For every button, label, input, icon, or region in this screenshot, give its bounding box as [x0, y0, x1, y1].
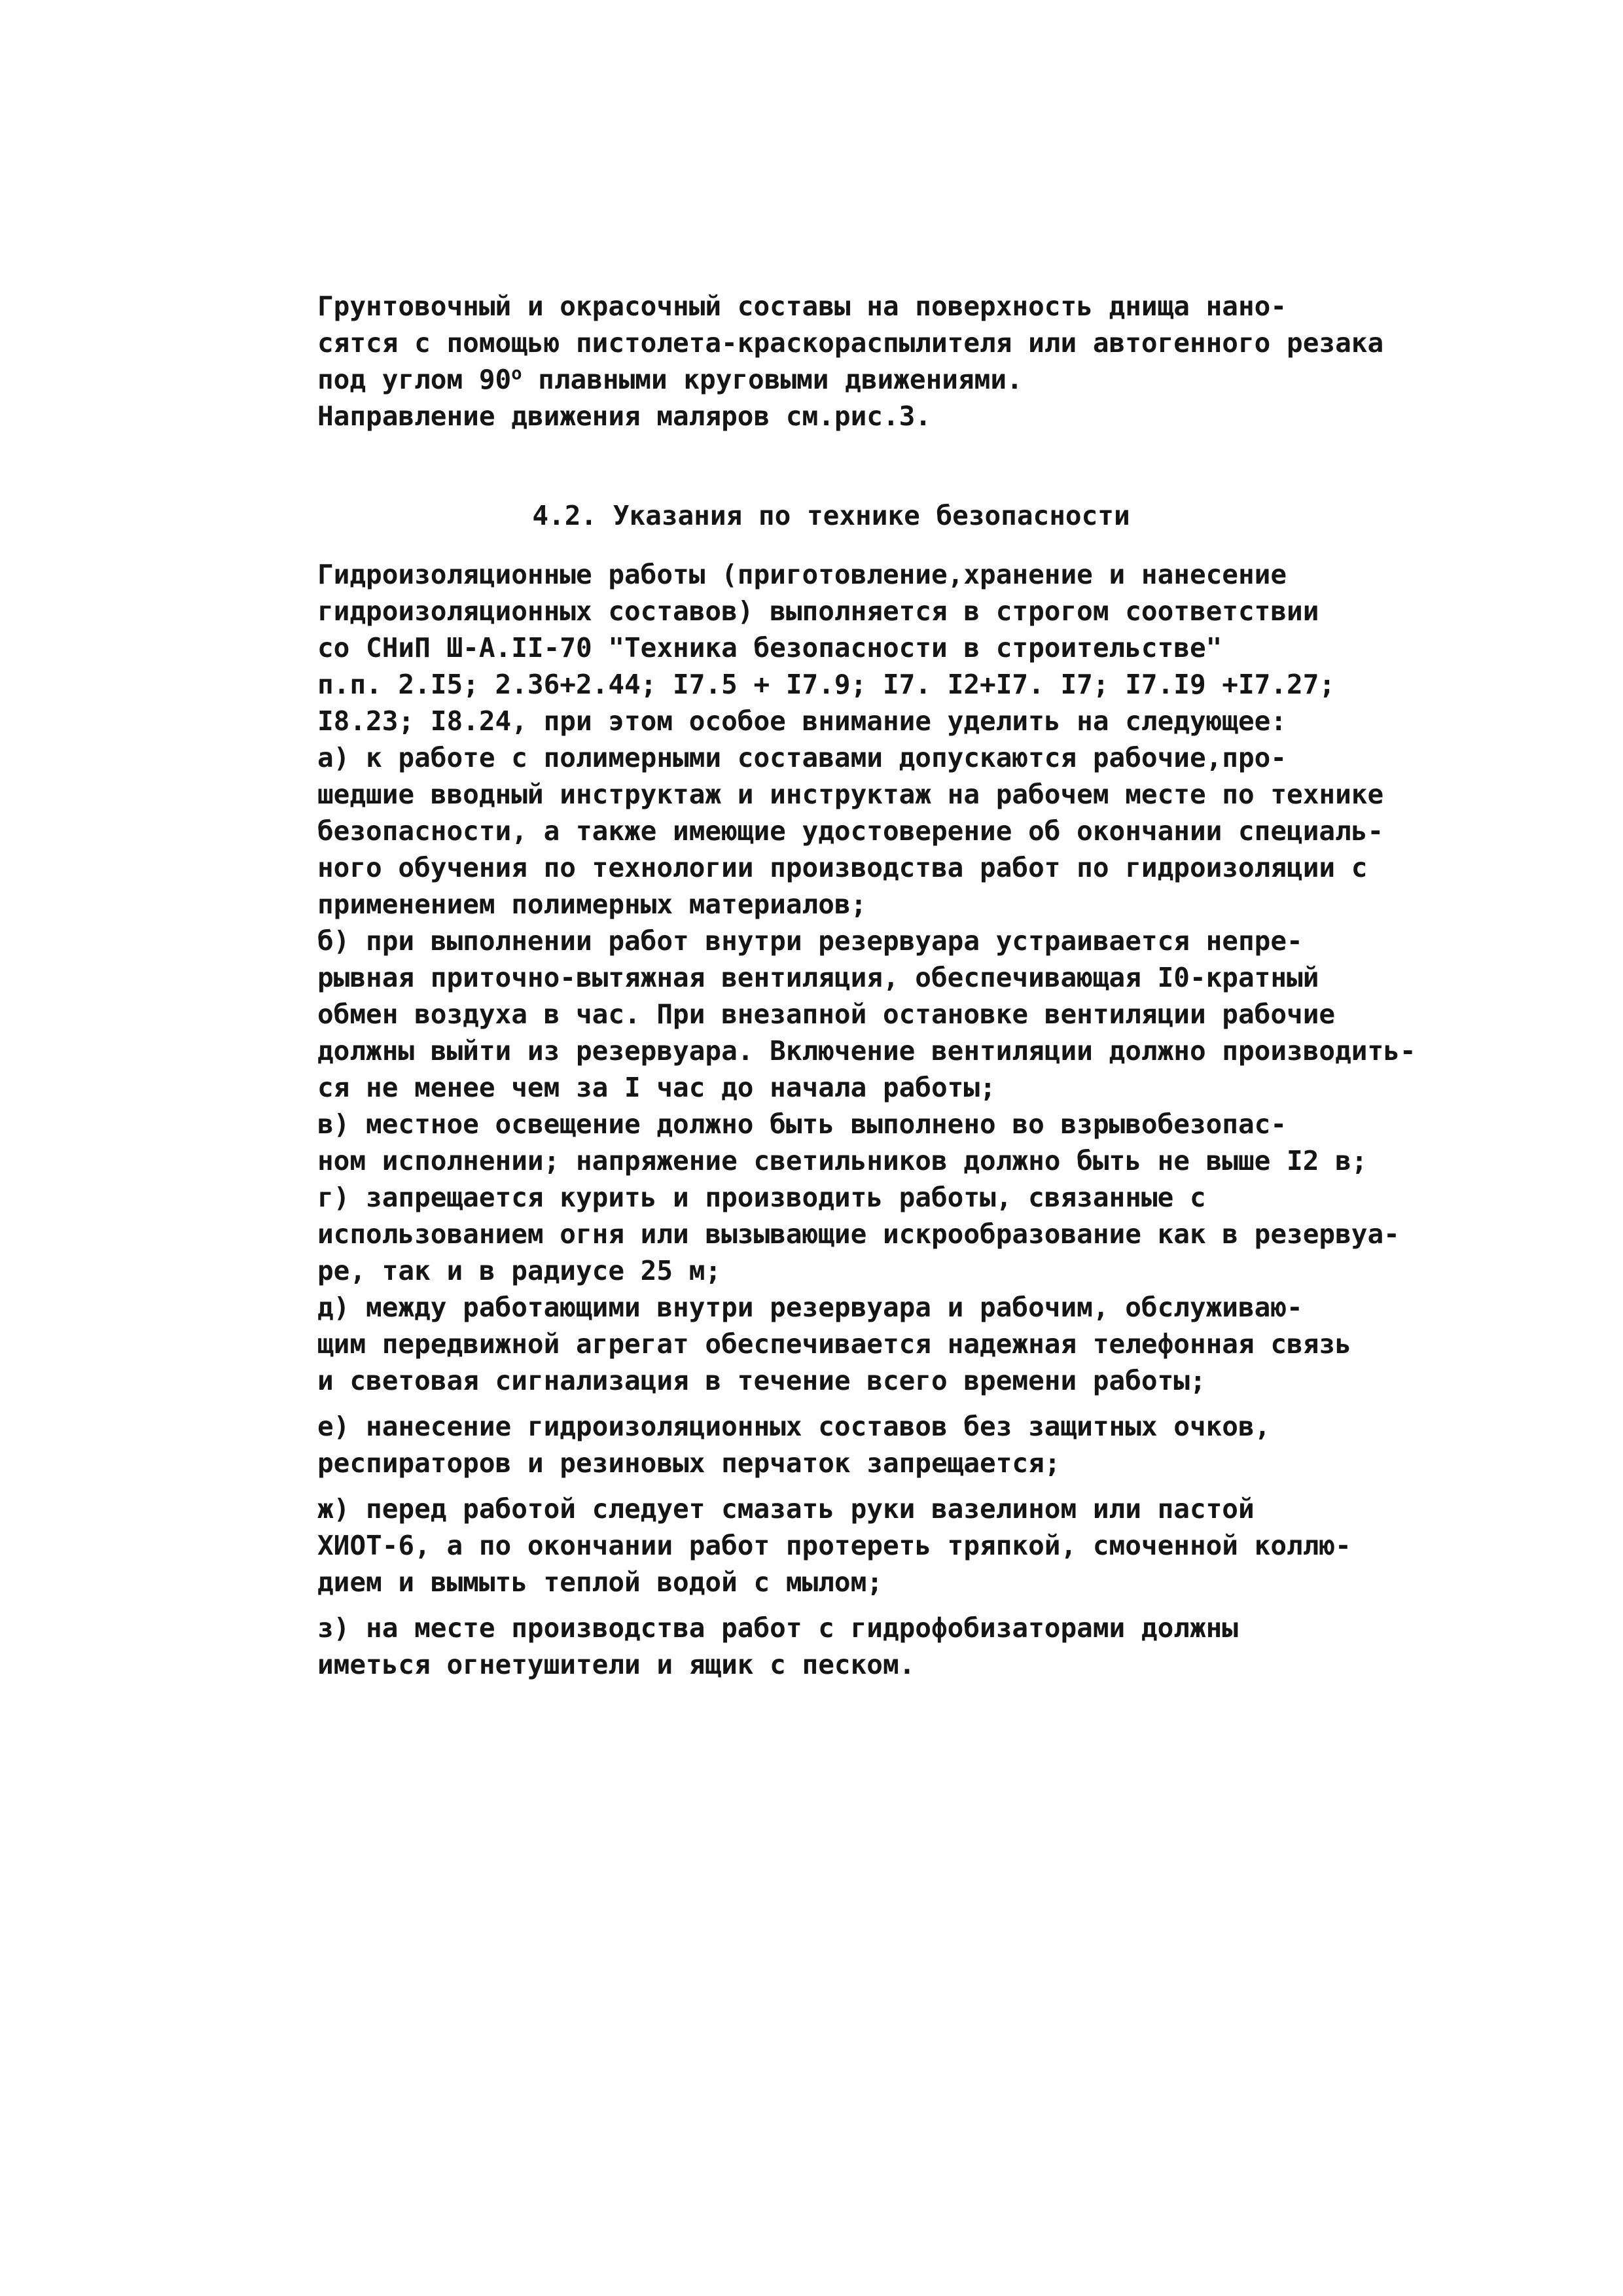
- text-line: иметься огнетушители и ящик с песком.: [317, 1649, 916, 1680]
- list-item: [226, 1610, 1436, 1683]
- text-line: сятся с помощью пистолета-краскораспылителя или автогенного резака: [317, 327, 1384, 359]
- text-line: [226, 361, 1436, 398]
- text-line: п.п. 2.I5; 2.36+2.44; I7.5 + I7.9; I7. I2+I7. I7; I7.I9 +I7.27;: [317, 669, 1336, 700]
- text-line: щим передвижной агрегат обеспечивается надежная телефонная связь: [317, 1328, 1351, 1360]
- safety-section: [226, 556, 1436, 1683]
- text-line: ж) перед работой следует смазать руки вазелином или пастой: [317, 1493, 1255, 1525]
- list-item: [226, 923, 1436, 1106]
- intro-paragraph: [226, 288, 1436, 434]
- spacer: [226, 1600, 1436, 1610]
- list-item: [226, 1179, 1436, 1289]
- text-line: Гидроизоляционные работы (приготовление,хранение и нанесение: [317, 559, 1287, 590]
- text-line: респираторов и резиновых перчаток запрещается;: [317, 1447, 1061, 1479]
- direction-note: Направление движения маляров см.рис.3.: [317, 400, 931, 432]
- list-item: [226, 1106, 1436, 1179]
- text-line: б) при выполнении работ внутри резервуара устраивается непре-: [317, 925, 1303, 957]
- section-heading: 4.2. Указания по технике безопасности: [532, 500, 1130, 531]
- text-line: рывная приточно-вытяжная вентиляция, обеспечивающая I0-кратный: [317, 962, 1319, 993]
- spacer: [226, 1481, 1436, 1491]
- text-line: ре, так и в радиусе 25 м;: [317, 1255, 722, 1286]
- text-fragment: плавными круговыми движениями.: [522, 364, 1023, 395]
- text-line: г) запрещается курить и производить работы, связанные с: [317, 1182, 1206, 1213]
- spacer: [226, 1399, 1436, 1408]
- list-item: [226, 739, 1436, 923]
- text-line: гидроизоляционных составов) выполняется в строгом соответствии: [317, 595, 1319, 627]
- text-line: и световая сигнализация в течение всего времени работы;: [317, 1365, 1206, 1396]
- text-line: шедшие вводный инструктаж и инструктаж на рабочем месте по технике: [317, 779, 1384, 810]
- text-line: ХИОТ-6, а по окончании работ протереть тряпкой, смоченной коллю-: [317, 1530, 1351, 1561]
- list-item: [226, 1491, 1436, 1600]
- text-line: ся не менее чем за I час до начала работы;: [317, 1072, 996, 1103]
- text-line: использованием огня или вызывающие искрообразование как в резервуа-: [317, 1218, 1400, 1250]
- text-line: д) между работающими внутри резервуара и рабочим, обслуживаю-: [317, 1292, 1303, 1323]
- text-line: I8.23; I8.24, при этом особое внимание уделить на следующее:: [317, 705, 1287, 737]
- list-item: [226, 1408, 1436, 1481]
- text-line: должны выйти из резервуара. Включение вентиляции должно производить-: [317, 1035, 1416, 1067]
- text-line: ном исполнении; напряжение светильников должно быть не выше I2 в;: [317, 1145, 1368, 1176]
- text-line: з) на месте производства работ с гидрофобизаторами должны: [317, 1612, 1238, 1644]
- text-line: е) нанесение гидроизоляционных составов без защитных очков,: [317, 1411, 1271, 1442]
- text-fragment: под углом 90: [317, 364, 512, 395]
- paragraph: [226, 398, 1436, 434]
- safety-intro-paragraph: [226, 556, 1436, 739]
- text-line: а) к работе с полимерными составами допускаются рабочие,про-: [317, 742, 1287, 773]
- text-line: Грунтовочный и окрасочный составы на поверхность днища нано-: [317, 291, 1287, 322]
- degree-superscript: о: [511, 363, 522, 384]
- section-heading-wrap: [226, 497, 1436, 534]
- paragraph: [226, 288, 1436, 398]
- text-line: обмен воздуха в час. При внезапной остановке вентиляции рабочие: [317, 998, 1336, 1030]
- text-line: безопасности, а также имеющие удостоверение об окончании специаль-: [317, 815, 1384, 847]
- text-line: дием и вымыть теплой водой с мылом;: [317, 1566, 883, 1598]
- list-item: [226, 1289, 1436, 1399]
- text-line: в) местное освещение должно быть выполнено во взрывобезопас-: [317, 1108, 1287, 1140]
- text-line: ного обучения по технологии производства работ по гидроизоляции с: [317, 852, 1368, 883]
- text-line: со СНиП Ш-А.II-70 "Техника безопасности в строительстве": [317, 632, 1222, 663]
- text-line: применением полимерных материалов;: [317, 889, 867, 920]
